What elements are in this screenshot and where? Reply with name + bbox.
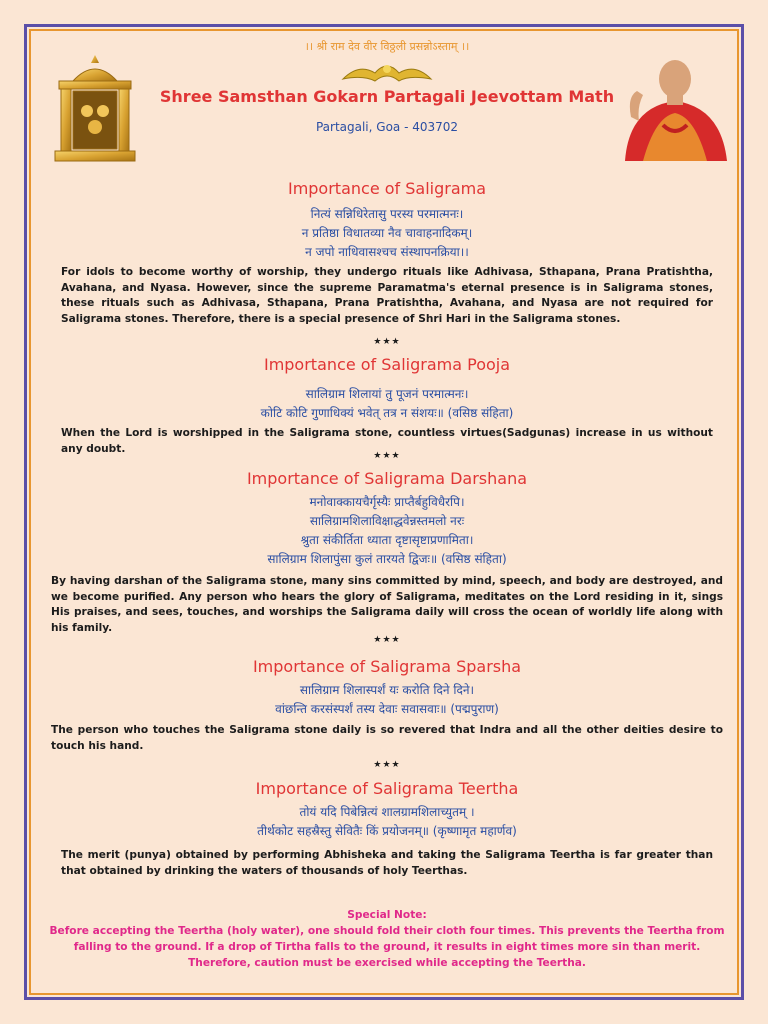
verse-line: सालिग्राम शिलायां तु पूजनं परमात्मनः। bbox=[305, 387, 469, 401]
verse-line: मनोवाक्कायचैर्गृस्यैः प्राप्तैर्बहुविधैरपि। bbox=[309, 495, 465, 509]
section-title-pooja: Importance of Saligrama Pooja bbox=[263, 355, 511, 374]
verse-line: न जपो नाधिवासश्चच संस्थापनक्रिया।। bbox=[305, 245, 469, 259]
separator-stars: ★★★ bbox=[373, 635, 401, 645]
verse-line: सालिग्रामशिलाविक्षाद्धवेन्नस्तमलो नरः bbox=[309, 514, 465, 528]
special-note-text: Before accepting the Teertha (holy water), one should fold their cloth four times. This prevents the Teertha from falling to the ground. If a drop of Tirtha falls to the ground, it results in eight times more sin than merit. Therefore, caution must be exercised while accepting the Teertha. bbox=[49, 925, 725, 969]
section-title-saligrama: Importance of Saligrama bbox=[287, 179, 487, 198]
swamiji-portrait-icon bbox=[615, 47, 735, 161]
verse-line: तीर्थकोट सहस्रैस्तु सेवितैः किं प्रयोजनम्॥ (कृष्णामृत महार्णव) bbox=[257, 824, 517, 838]
verse-line: नित्यं सन्निधिरेतासु परस्य परमात्मनः। bbox=[310, 207, 464, 221]
section-paragraph: When the Lord is worshipped in the Saligrama stone, countless virtues(Sadgunas) increase in us without any doubt. bbox=[61, 427, 713, 455]
section-title-sparsha: Importance of Saligrama Sparsha bbox=[252, 657, 522, 676]
verse-line: सालिग्राम शिलास्पर्शं यः करोति दिने दिने। bbox=[299, 683, 475, 697]
section-title-darshana: Importance of Saligrama Darshana bbox=[246, 469, 528, 488]
section-paragraph: The person who touches the Saligrama stone daily is so revered that Indra and all the other deities desire to touch his hand. bbox=[51, 724, 723, 752]
verse-line: श्रुता संकीर्तिता ध्याता दृष्टासृष्टाप्रणामिता। bbox=[300, 533, 474, 547]
special-note-heading: Special Note: bbox=[347, 909, 427, 921]
verse-line: न प्रतिष्ठा विधातव्या नैव चावाहनादिकम्। bbox=[301, 226, 473, 240]
golden-shrine-icon bbox=[53, 53, 137, 165]
section-paragraph: For idols to become worthy of worship, they undergo rituals like Adhivasa, Sthapana, Prana Pratishtha, Avahana, and Nyasa. However, since the supreme Paramatma's eternal presence is in Saligrama stones, these rituals such as Adhivasa, Sthapana, Prana Pratishtha, Avahana, and Nyasa are not required for Saligrama stones. Therefore, there is a special presence of Shri Hari in the Saligrama stones. bbox=[61, 266, 713, 325]
invocation-text: ।। श्री राम देव वीर विठ्ठली प्रसन्नोऽस्ताम् ।। bbox=[304, 40, 470, 53]
section-title-teertha: Importance of Saligrama Teertha bbox=[255, 779, 519, 798]
section-paragraph: By having darshan of the Saligrama stone, many sins committed by mind, speech, and body are destroyed, and we become purified. Any person who hears the glory of Saligrama, meditates on the Lord residing in it, sings His praises, and sees, touches, and worships the Saligrama daily will cross the ocean of worldly life along with his family. bbox=[51, 575, 723, 634]
verse-line: तोयं यदि पिबेन्नित्यं शालग्रामशिलाच्युतम् । bbox=[299, 805, 475, 819]
section-paragraph: The merit (punya) obtained by performing Abhisheka and taking the Saligrama Teertha is far greater than that obtained by drinking the waters of thousands of holy Teerthas. bbox=[61, 849, 713, 877]
gold-emblem-icon bbox=[339, 57, 435, 87]
separator-stars: ★★★ bbox=[373, 451, 401, 461]
page-frame bbox=[24, 24, 744, 1000]
separator-stars: ★★★ bbox=[373, 760, 401, 770]
location-text: Partagali, Goa - 403702 bbox=[315, 120, 459, 134]
separator-stars: ★★★ bbox=[373, 337, 401, 347]
math-name-title: Shree Samsthan Gokarn Partagali Jeevottam Math bbox=[159, 87, 615, 106]
verse-line: सालिग्राम शिलापुंसा कुलं तारयते द्विजः॥ (वसिष्ठ संहिता) bbox=[267, 552, 507, 566]
verse-line: कोटि कोटि गुणाधिक्यं भवेत् तत्र न संशयः॥ (वसिष्ठ संहिता) bbox=[260, 406, 514, 420]
verse-line: वांछन्ति करसंस्पर्शं तस्य देवाः सवासवाः॥ (पद्मपुराण) bbox=[275, 702, 499, 716]
